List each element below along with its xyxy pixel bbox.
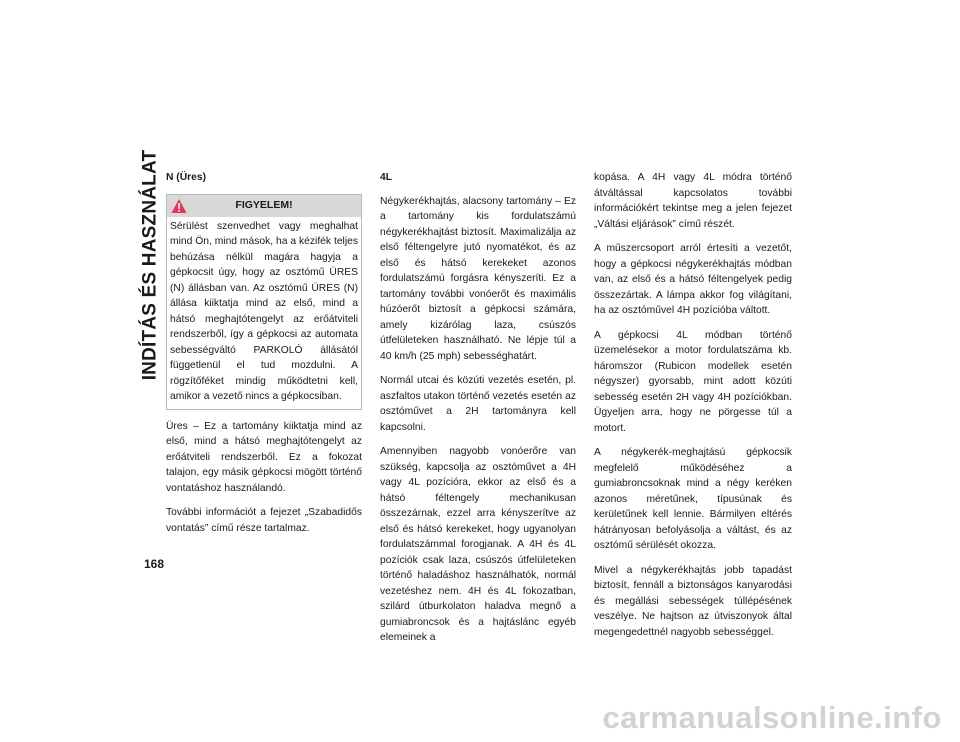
section-title: INDÍTÁS ÉS HASZNÁLAT (139, 149, 160, 381)
paragraph: A négykerék-meghajtású gépkocsik megfelelő működéséhez a gumiabroncsoknak mind a négy keréken azonos méretűnek, típusúnak és kerületűnek kell lennie. Bármilyen eltérés hátrányosan befolyásolja a váltást, és az osztómű sérülését okozza. (594, 447, 792, 551)
column-1 (166, 170, 362, 545)
paragraph: Mivel a négykerékhajtás jobb tapadást biztosít, fennáll a biztonságos kanyarodási és megállási sebességek túllépésének veszélye. Ne hajtson az útviszonyok által megengedettnél nagyobb sebességgel. (594, 564, 792, 638)
heading-neutral: N (Üres) (166, 172, 207, 183)
warning-triangle-icon (171, 198, 187, 214)
paragraph: kopása. A 4H vagy 4L módra történő átváltással kapcsolatos további információkért tekintse meg a jelen fejezet „Váltási eljárások” című részét. (594, 172, 792, 230)
paragraph: Amennyiben nagyobb vonóerőre van szükség, kapcsolja az osztóművet a 4H vagy 4L pozícióra, ekkor az első és a hátsó féltengely mechanikusan összezárnak, ezzel arra kényszerítve az első és hátsó kerekeket, hogy ugyanolyan fordulatszámmal forogjanak. A 4H és 4L pozíciók csak laza, csúszós útfelületeken történő haladáshoz használhatók, normál vezetéshez nem. 4H és 4L fokozatban, szilárd útburkolaton haladva megnő a gumiabroncsok és a hajtáslánc egyéb elemeinek a (380, 446, 576, 643)
paragraph: További információt a fejezet „Szabadidős vontatás” című része tartalmaz. (166, 507, 362, 534)
paragraph: Négykerékhajtás, alacsony tartomány – Ez a tartomány kis fordulatszámú négykerékhajtást biztosít. Maximalizálja az első féltengelyre jutó nyomatékot, és az első és hátsó kerekeket azonos fordulatszámú forgásra kényszeríti. Ez a tartomány további vonóerőt és maximális húzóerőt biztosít a gépkocsi számára, amely kizárólag laza, csúszós útfelületeken használható. Ne lépje túl a 40 km/h (25 mph) sebességhatárt. (380, 195, 576, 362)
paragraph: A gépkocsi 4L módban történő üzemelésekor a motor fordulatszáma kb. háromszor (Rubicon modellek esetén négyszer) gyorsabb, mint adott közúti sebesség esetén 2H vagy 4H pozíciókban. Ügyeljen arra, hogy ne pörgesse túl a motort. (594, 329, 792, 434)
heading-4l: 4L (380, 172, 393, 183)
warning-text: Sérülést szenvedhet vagy meghalhat mind Ön, mind mások, ha a kézifék teljes behúzása nélkül magára hagyja a gépkocsit úgy, hogy az osztómű ÜRES (N) állásban van. Az osztómű ÜRES (N) állása kiiktatja mind az első, mind a hátsó meghajtótengelyt az erőátviteli rendszerből, így a gépkocsi az automata sebességváltó PARKOLÓ állásától függetlenül el tud mozdulni. A rögzítőféket mindig működtetni kell, amikor a vezető nincs a gépkocsiban. (170, 220, 358, 402)
warning-header (167, 195, 361, 217)
page-number: 168 (144, 557, 165, 571)
warning-box (166, 194, 362, 410)
paragraph: Normál utcai és közúti vezetés esetén, pl. aszfaltos utakon történő vezetés esetén az osztóművet a 2H tartományra kell kapcsolni. (380, 375, 576, 433)
warning-title: FIGYELEM! (235, 198, 293, 211)
warning-body (167, 217, 361, 409)
column-2 (380, 170, 576, 655)
paragraph: A műszercsoport arról értesíti a vezetőt, hogy a gépkocsi négykerékhajtás módban van, az első és a hátsó féltengelyek pedig összezártak. A lámpa akkor fog világítani, ha az osztóművel 4H pozícióba váltott. (594, 243, 792, 316)
watermark: carmanualsonline.info (602, 700, 942, 735)
column-3 (594, 170, 792, 649)
paragraph: Üres – Ez a tartomány kiiktatja mind az első, mind a hátsó meghajtótengelyt az erőátviteli rendszerből. Ez a fokozat talajon, egy másik gépkocsi mögött történő vontatáshoz használandó. (166, 420, 362, 494)
